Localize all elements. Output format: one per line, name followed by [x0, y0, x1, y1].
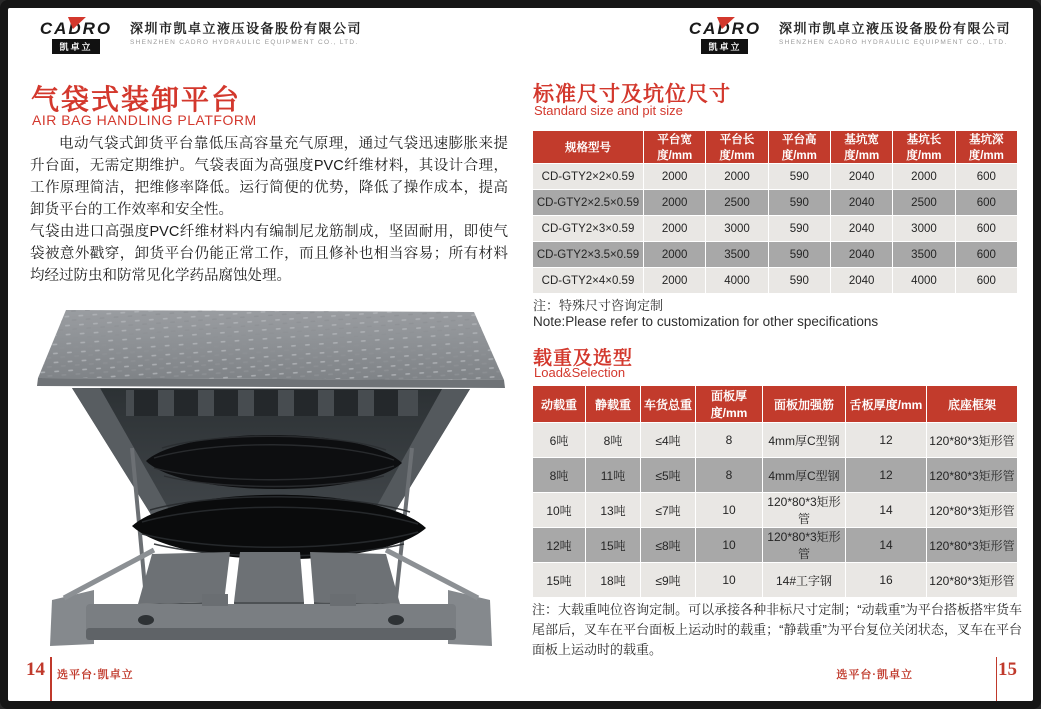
- table-cell: 10: [696, 528, 763, 563]
- table-cell: 2000: [644, 268, 706, 294]
- table-cell: 120*80*3矩形管: [927, 423, 1018, 458]
- table-row: [533, 268, 1018, 294]
- table-cell: CD-GTY2×2.5×0.59: [533, 190, 644, 216]
- column-header: 基坑宽度/mm: [830, 131, 892, 164]
- table-cell: CD-GTY2×2×0.59: [533, 164, 644, 190]
- table-row: [533, 423, 1018, 458]
- logo-wordmark: CADRO: [688, 19, 762, 38]
- intro-paragraph-2: 气袋由进口高强度PVC纤维材料内有编制尼龙筋制成，坚固耐用，即使气袋被意外戳穿，卸货平台仍能正常工作，而且修补也相当容易；所有材料均经过防虫和防常见化学药品腐蚀处理。: [30, 224, 508, 284]
- table-row: [533, 528, 1018, 563]
- table-cell: 8吨: [586, 423, 641, 458]
- table-cell: 590: [768, 190, 830, 216]
- table-cell: 4mm厚C型钢: [763, 423, 846, 458]
- table-cell: 12: [846, 458, 927, 493]
- column-header: 平台长度/mm: [706, 131, 768, 164]
- intro-paragraph-1: 电动气袋式卸货平台靠低压高容量充气原理，通过气袋迅速膨胀来提升台面，无需定期维护。气袋表面为高强度PVC纤维材料，其设计合理，工作原理简洁，把维修率降低。运行简便的优势，降低了操作成本，提高卸货平台的工作效率和安全性。: [30, 136, 508, 218]
- table-cell: 13吨: [586, 493, 641, 528]
- table-cell: 10: [696, 563, 763, 598]
- section1-title: 标准尺寸及坑位尺寸: [533, 83, 731, 106]
- table1-note-cn: 注：特殊尺寸咨询定制: [533, 298, 664, 313]
- column-header: 静载重: [586, 386, 641, 423]
- table-cell: CD-GTY2×3.5×0.59: [533, 242, 644, 268]
- table-cell: 600: [955, 164, 1017, 190]
- table-cell: 590: [768, 242, 830, 268]
- table-cell: 2500: [893, 190, 955, 216]
- table-cell: 8: [696, 458, 763, 493]
- table-cell: 600: [955, 190, 1017, 216]
- column-header: 面板加强筋: [763, 386, 846, 423]
- footer-right: [998, 659, 1017, 681]
- company-name-block: [130, 20, 362, 46]
- table-row: [533, 164, 1018, 190]
- table-header-row: [533, 386, 1018, 423]
- column-header: 平台高度/mm: [768, 131, 830, 164]
- table-cell: 590: [768, 164, 830, 190]
- standard-size-table-wrap: [532, 130, 1018, 294]
- deck-top-plate: [37, 310, 505, 388]
- table-cell: 4000: [706, 268, 768, 294]
- table-cell: 2040: [830, 190, 892, 216]
- table-cell: 2500: [706, 190, 768, 216]
- table-cell: 16: [846, 563, 927, 598]
- table-row: [533, 458, 1018, 493]
- table-cell: 2040: [830, 242, 892, 268]
- company-name-en: SHENZHEN CADRO HYDRAULIC EQUIPMENT CO., LTD.: [778, 39, 1008, 46]
- table-cell: 11吨: [586, 458, 641, 493]
- logo-badge: 凯卓立: [52, 39, 99, 54]
- table-cell: 2040: [830, 216, 892, 242]
- table-cell: 15吨: [586, 528, 641, 563]
- table-cell: 120*80*3矩形管: [927, 458, 1018, 493]
- footer-divider-right: [996, 657, 998, 701]
- table-cell: 120*80*3矩形管: [927, 563, 1018, 598]
- table-cell: 2000: [706, 164, 768, 190]
- table-cell: 2040: [830, 164, 892, 190]
- table-cell: 15吨: [533, 563, 586, 598]
- column-header: 动载重: [533, 386, 586, 423]
- table-cell: 14: [846, 493, 927, 528]
- load-selection-table-wrap: [532, 385, 1018, 598]
- page-number-right: 15: [998, 659, 1017, 680]
- company-name-cn: 深圳市凯卓立液压设备股份有限公司: [130, 21, 363, 36]
- table-cell: ≤8吨: [641, 528, 696, 563]
- footer-text-right: 选平台·凯卓立: [836, 669, 913, 681]
- page-number-left: 14: [26, 659, 45, 680]
- table-cell: 10: [696, 493, 763, 528]
- table-cell: 2000: [644, 190, 706, 216]
- table-cell: ≤9吨: [641, 563, 696, 598]
- table-cell: CD-GTY2×3×0.59: [533, 216, 644, 242]
- table-cell: 6吨: [533, 423, 586, 458]
- column-header: 规格型号: [533, 131, 644, 164]
- rail-edge-left: [64, 550, 154, 598]
- table-cell: 590: [768, 216, 830, 242]
- table-cell: 4000: [893, 268, 955, 294]
- footer-label-left: [57, 665, 134, 683]
- table-cell: 590: [768, 268, 830, 294]
- column-header: 基坑长度/mm: [893, 131, 955, 164]
- table-row: [533, 493, 1018, 528]
- table-header-row: [533, 131, 1018, 164]
- product-photo-dock-leveler: [34, 298, 508, 654]
- table-row: [533, 563, 1018, 598]
- cadro-logo: [681, 20, 769, 55]
- table-cell: 18吨: [586, 563, 641, 598]
- footer-divider-left: [50, 657, 52, 701]
- company-name-block: [779, 20, 1011, 46]
- company-name-en: SHENZHEN CADRO HYDRAULIC EQUIPMENT CO., LTD.: [130, 39, 359, 46]
- air-bag-lower: [132, 495, 426, 560]
- table-cell: 8吨: [533, 458, 586, 493]
- table-cell: 2000: [644, 216, 706, 242]
- table-cell: ≤4吨: [641, 423, 696, 458]
- column-header: 面板厚度/mm: [696, 386, 763, 423]
- column-header: 舌板厚度/mm: [846, 386, 927, 423]
- logo-badge: 凯卓立: [701, 39, 748, 54]
- table-cell: 3500: [893, 242, 955, 268]
- table2-note: 注：大载重吨位咨询定制。可以承接各种非标尺寸定制；“动载重”为平台搭板搭牢货车尾部后，叉车在平台面板上运动时的载重；“静载重”为平台复位关闭状态，叉车在平台面板上运动时的载重。: [532, 602, 1022, 657]
- table-cell: 2000: [644, 164, 706, 190]
- page-title: 气袋式装卸平台: [31, 84, 242, 115]
- table-cell: 12: [846, 423, 927, 458]
- table-cell: 600: [955, 268, 1017, 294]
- header-brand-right: [681, 20, 1011, 55]
- table-cell: 120*80*3矩形管: [763, 493, 846, 528]
- footer-text-left: 选平台·凯卓立: [57, 669, 134, 681]
- table-cell: 14#工字钢: [763, 563, 846, 598]
- footer-label-right: [836, 665, 913, 683]
- table-cell: 600: [955, 242, 1017, 268]
- company-name-cn: 深圳市凯卓立液压设备股份有限公司: [778, 21, 1011, 36]
- column-header: 平台宽度/mm: [644, 131, 706, 164]
- table-cell: 14: [846, 528, 927, 563]
- table-row: [533, 190, 1018, 216]
- table1-note-en: Note:Please refer to customization for other specifications: [533, 314, 879, 329]
- load-selection-table: [532, 385, 1018, 598]
- section2-title: 载重及选型: [533, 348, 634, 369]
- table-cell: 10吨: [533, 493, 586, 528]
- table-cell: ≤5吨: [641, 458, 696, 493]
- table-cell: CD-GTY2×4×0.59: [533, 268, 644, 294]
- table-row: [533, 216, 1018, 242]
- table-cell: 600: [955, 216, 1017, 242]
- column-header: 车货总重: [641, 386, 696, 423]
- table-cell: 120*80*3矩形管: [927, 528, 1018, 563]
- table-row: [533, 242, 1018, 268]
- standard-size-table: [532, 130, 1018, 294]
- table-cell: 2000: [893, 164, 955, 190]
- footer-left: [26, 659, 45, 681]
- table-cell: ≤7吨: [641, 493, 696, 528]
- table-cell: 3000: [706, 216, 768, 242]
- table-cell: 2000: [644, 242, 706, 268]
- table-cell: 2040: [830, 268, 892, 294]
- column-header: 基坑深度/mm: [955, 131, 1017, 164]
- header-brand-left: [32, 20, 362, 55]
- table-cell: 120*80*3矩形管: [927, 493, 1018, 528]
- table-cell: 3000: [893, 216, 955, 242]
- table-cell: 4mm厚C型钢: [763, 458, 846, 493]
- table-cell: 120*80*3矩形管: [763, 528, 846, 563]
- column-header: 底座框架: [927, 386, 1018, 423]
- section2-subtitle: Load&Selection: [534, 365, 626, 380]
- table-cell: 8: [696, 423, 763, 458]
- table-cell: 3500: [706, 242, 768, 268]
- page-subtitle: AIR BAG HANDLING PLATFORM: [32, 112, 257, 128]
- section1-subtitle: Standard size and pit size: [534, 103, 683, 118]
- logo-wordmark: CADRO: [39, 19, 113, 38]
- cadro-logo: [32, 20, 120, 55]
- intro-text: [30, 133, 508, 287]
- table-cell: 12吨: [533, 528, 586, 563]
